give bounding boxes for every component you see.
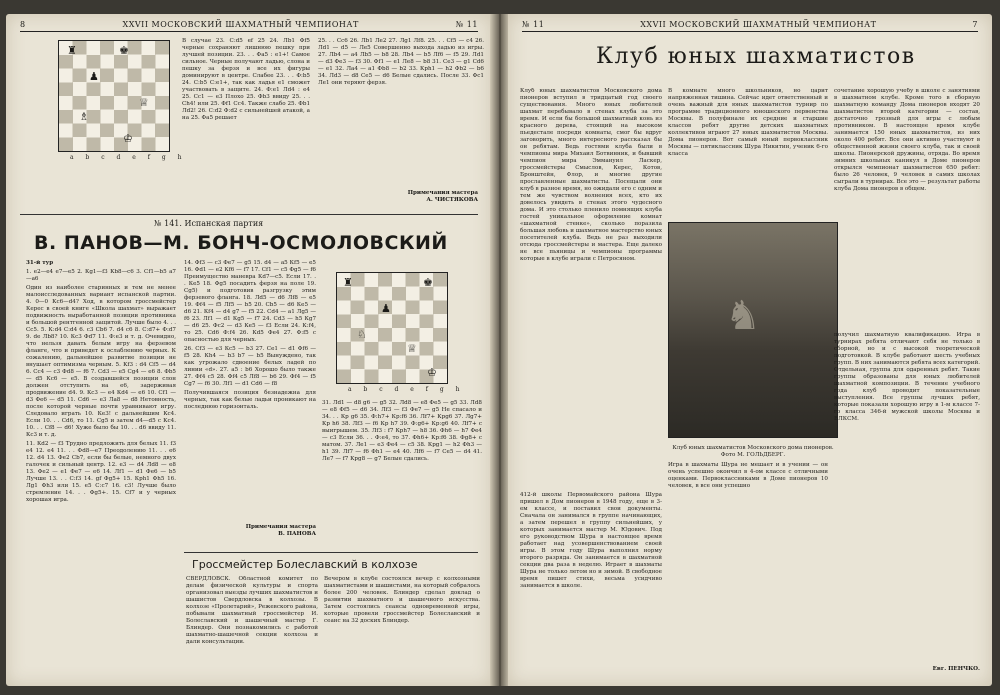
king-white-piece-icon: ♔ (123, 132, 133, 145)
chess-knight-icon: ♞ (725, 293, 761, 339)
chess-diagram-top (58, 40, 170, 152)
game-notes-column-1 (26, 260, 176, 680)
annotator-block-bottom (184, 524, 316, 546)
article-below-column-2 (668, 462, 828, 680)
divider-top (20, 214, 478, 215)
author-signature: Евг. ПЕНЧКО. (932, 666, 980, 672)
king-piece-icon-2: ♚ (423, 276, 433, 289)
pawn-piece-icon-2: ♟ (381, 302, 391, 315)
article-text-1: Клуб юных шахматистов Московского дома пионеров вступил в тридцатый год своего существования. Много юных любителей шахмат перебывало в стенах клуба за это время. И если бы большой шахматный конь из красного дерева, стоящий на высоком пьедестале посреди комнаты, смог бы вдруг заговорить, много интересного рассказал бы он ребятам. Ведь гостями клуба были в чемпионы мира Михаил Ботвинник, и бывший чемпион мира Эммануил Ласкер, гроссмейстеры Смыслов, Керес, Котов, Бронштейн, Флор, и многие другие прославленные шахматисты. Посещали они клуб в разное время, но ожидали его с одним и тем же чувством волнения всех, кто их довелось увидеть в стенах этого чудесного дома. И это столько пленило помнящих клуба гостей уникальное оформление комнат «шахматной стенке», сколько поразила большая любовь и шахматное мастерство юных посетителей клуба. Ведь не раз выходили отсюда гроссмейстеры и мастера. Еще далеко не все пьяницы и чемпионы программы которые в клубе играли с Петросяном. (520, 88, 662, 262)
left-page-number: 8 (20, 20, 26, 29)
king-white-piece-icon-2: ♔ (427, 366, 437, 379)
center-moves-text: 14. Фf3 — c3 Фe7 — g5 15. d4 — a5 Кf5 — e5 16. Фd1 — e2 Кf6 — f7 17. Сf1 — c5 Фg5 — f6 Преимущество маневра Кd7—c5. Если 17. . . Кe5 18. Фg5 посадить ферзя на поле 19. Сg5) и подготовив разгрузку этим ферзевого фланга. 18. Лd5 — d6 Лf8 — e5 19. Фf4 — f5 Лf5 — b5 20. Сb5 — d6 Кe5 — d6 21. Кf4 — d4 g7 — f5 22. Сd4 — a1 Лg5 — f6 23. Лf1 — d1 Кg5 — f7 24. Сd3 — h5 Кg7 — d6 25. Фс2 — d3 Кe5 — f3 Если 24. К:f4, то 25. Сd6 Ф:f4 26. Кd5 Фe4 27. Ф:f5 с опасностью для черных. (184, 260, 316, 343)
article-column-3 (834, 88, 980, 328)
right-page (508, 14, 992, 686)
book-gutter (490, 14, 510, 686)
right-running-title: XXVII МОСКОВСКИЙ ШАХМАТНЫЙ ЧЕМПИОНАТ (640, 20, 877, 29)
annotator-note-bottom: Примечания мастера (245, 524, 316, 530)
notes-text-2: 11. Кd2 — f3 Трудно предложить для белых 11. f3 e4 12. e4 11. . . Фd8—e7 Преодолению 11. . . e6 12. d4 13. Фe2 Сb7, если бы белые, немного двух галочек и сильный центр. 12. e3 — d4 Лd8 — e8 13. Фe2 — e1 Фe7 — e6 14. Лf1 — d1 Фe6 — b5 Лучше 13. . . С:f3 14. gf Фg5+ 15. Крh1 Фh5 16. Лg1 Фh3 или 15. e5 С:c7 16. с3! Лучше было стремление 14. . . Фg5+. 15. Сf7 и у черных хорошая игра. (26, 441, 176, 503)
right-issue: № 11 (522, 20, 545, 29)
club-photo (668, 222, 838, 458)
right-page-number: 7 (972, 20, 978, 29)
board-files-center: a b c d e f g h (348, 386, 465, 393)
kolkhoz-column-2 (324, 576, 480, 680)
bishop-piece-icon: ♗ (79, 110, 89, 123)
analysis-column-1 (182, 38, 310, 216)
kolkhoz-column-1 (186, 576, 318, 680)
article-below-text-1: 412-й школы Первомайского района Шура пришел в Дом пионеров в 1948 году, еще в 3-ем классе, и поставил свои документы. Сначала он занимался в группе начинающих, а затем перешел в группу сильнейших, у которых занимается мастер М. Юдович. Под его руководством Шура в настоящее время работает над усовершенствованием своей игры. В этом году Шура выполнил норму второго разряда. Он занимается в шахматной секции два раза в неделю. Играет в шахматы Шура не только летом но и зимой. В свободное время пишет стихи, весьма усидчиво занимается в школе. (520, 492, 662, 589)
board-files-top: a b c d e f g h (70, 154, 187, 161)
rook-piece-icon-2: ♜ (343, 276, 353, 289)
rook-piece-icon: ♜ (67, 44, 77, 57)
after-diagram-moves (322, 400, 482, 546)
chess-diagram-center (336, 272, 448, 384)
analysis-column-2 (318, 38, 484, 190)
photo-caption: Клуб юных шахматистов Московского дома пионеров. Фото М. ГОЛЬДБЕРГ. (672, 445, 834, 458)
knight-piece-icon: ♘ (357, 328, 367, 341)
article-text-2: В комнате много школьников, но царит напряженная тишина. Сейчас идет ответственный и очень важный для юных шахматистов турнир по программе традиционного юношеского первенства Москвы. В полуфинале их средние и старшие классов ребят другие детских шахматных коллективов играют 27 юных шахматистов Москвы. Дома пионеров. Вот самый юный первоклассник Москвы — пятиклассник Шура Никитин, ученик 6-го класса (668, 88, 828, 157)
annotator-note-top: Примечания мастера (407, 190, 478, 196)
article-text-3: сочетание хорошую учебу в школе с занятиями в шахматном клубе. Кроме того в сборную шахматную команду Дома пионеров входят 20 шахматистов второй категории — состав, достаточно грозный для игры с любым противником. В настоящее время клубе занимается 150 юных шахматистов, из них около 400 ребят. Все они активно участвуют в общественной жизни своего клуба, так и своей школы. Пионерской дружины, отряда. Во время зимних школьных каникул в Доме пионеров открылся чемпионат шахматистов 650 ребят: было 26 человек, 9 человек в самих школах сыграли в турнирах. Все это — результат работы клуба Дома пионеров в общем. (834, 88, 980, 192)
article-below-column-3 (834, 332, 980, 662)
kolkhoz-text-2: Вечером в клубе состоялся вечер с колхозными шахматистами и шашистами, на который собралось более 200 человек. Блиндер сделал доклад о развитии шахматного и шашечного искусства. Затем состоялись сеансы одновременной игры, которые провели гроссмейстер Болеславский и сеанс на 32 доских Блиндер. (324, 576, 480, 624)
article-below-column-1 (520, 492, 662, 680)
pawn-piece-icon: ♟ (89, 70, 99, 83)
queen-piece-icon: ♕ (139, 96, 149, 109)
left-issue: № 11 (455, 20, 478, 29)
left-running-head (20, 20, 478, 32)
final-note-text: Получившаяся позиция безнадежна для черных, так как белые ладьи проникают на последнюю горизонталь. (184, 390, 316, 410)
after-diagram-text: 31. Лd1 — d8 g6 — g5 32. Лd8 — e8 Фe5 — g5 33. Лd8 — e8 Фf5 — d6 34. Лf3 — f3 Фe7 — g5 Не спасало и 34. . . Кр g6 35. Ф:h7+ Кр:f6 36. Лf7+ Кpg6 37. Лg7+ Кр h6 38. Лf3 — f6 Кp h7 39. Ф:g6+ Кр:g6 40. Лf7+ с выигрышем. 35. Лf3 : f7 Кph7 — h8 36. Фh6 — h7 Фe4 — c3 Если 36. . . Ф:e4, то 37. Фh6+ Кр:f6 38. Фg8+ с матом. 37. Ле1 — e3 Фe4 — c5 38. Кpg1 — h2 Фh3 — h1 39. Лf7 — f6 Фh1 — e4 40. Лf6 — f7 Сe5 — d4 41. Лe7 — f7 Кpg8 — g7 Белые сдались. (322, 400, 482, 462)
annotator-block-top (318, 190, 478, 210)
round-label: 31-й тур (26, 260, 54, 266)
king-piece-icon: ♚ (119, 44, 129, 57)
game-moves-center (184, 260, 316, 550)
opening-moves: 1. e2—e4 e7—e5 2. Кg1—f3 Кb8—c6 3. Сf1—b5 a7—a6 (26, 269, 176, 282)
left-page (6, 14, 492, 686)
annotator-name-bottom: В. ПАНОВА (278, 531, 316, 537)
game-players-title: В. ПАНОВ—М. БОНЧ-ОСМОЛОВСКИЙ (34, 232, 448, 254)
article-below-text-2: Игра в шахматы Шура не мешает и в учении — он очень успешно окончил в 4-ом классе с отличными оценками. Первоклассниками в Доме пионеров 10 человек, в все они успешно (668, 462, 828, 489)
divider-bottom (184, 552, 478, 553)
left-running-title: XXVII МОСКОВСКИЙ ШАХМАТНЫЙ ЧЕМПИОНАТ (122, 20, 359, 29)
game-number: № 141. Испанская партия (154, 219, 264, 228)
kolkhoz-text-1: СВЕРДЛОВСК. Областной комитет по делам физической культуры и спорта организовал выезды лучших шахматистов и шашистов Свердловска в колхозы. В колхозе «Пролетарий», Режевского района, побывали шахматный гроссмейстер И. Болеславский и шашечный мастер Г. Блиндер. Они познакомились с работой шахматно-шашечной секции колхоза и дали консультации. (186, 576, 318, 645)
right-running-head (522, 20, 978, 32)
kolkhoz-title: Гроссмейстер Болеславский в колхозе (192, 558, 418, 571)
notes-text-1: Один из наиболее старинных и тем не менее малоисследованных вариант испанской партии. 4. 0—0 Кc6—d4? Ход, в котором гроссмейстер Керес в своей книге «Школа шахмат» выражает подвижность выработанной позиции противника и большой рентгенной защитой. Лучше было 4. . . Сс5. 5. К:d4 С:d4 6. c3 Сb6 7. d4 c6 8. С:d7+ Ф:d7 9. de Лb8? 10. Кc3 Фd7 11. Ф:e3 и т. д. Очевидно, что нельзя давать белым игру на ферзевом фланге, что и приведет к ослаблению черных. К сожалению, дальнейшее развитие позиции не внушает оптимизма черным. 5. Кf3 : d4 Сf5 — d4 6. Сс4 — c3 Фd8 — f6 7. Сd3 — e5 Сg4 — e6 8. Фb5 — d5 Кс6 — e5. В создавшейся позиции слон должен отступить на e6, задерживая продвижение d4. 9. Кс3 — e4 Кd4 — e6 10. Сf1 — d3 Фe6 — d5 11. Сd6 — e3 Лa8 — d8 Нетовность, после которой черные почти уравнивают игру. Следовало играть 10. Кe3! с дальнейшим Кc4. Если 10. . . Сd6, то 11. Сg5 и затем d4—d5 с Кс4. 10. . . Сf8 — d6! Хуже было бы 10. . . d6 ввиду 11. Кс3 и т. д. (26, 285, 176, 438)
article-column-2 (668, 88, 828, 214)
analysis-text-2: 25. . . Сс6 26. Лb1 Ле2 27. Лg1 Лf8. 25. . . Сf5 — с4 26. Лd1 — d5 — Лe5 Совершенно выхода ладью из игры. 27. Лb4 — a4 Лb5 — b8 28. Лb4 — b5 Лf6 — f5 29. Лd1 — d3 Фe3 — f3 30. Фf1 — e1 Ле8 — b8 31. Сe3 — g1 Сd6 — e1 32. Лa4 — a1 Фb8 — b2 33. Крh1 — h2 Фb2 — b6 34. Лd3 — d8 Сe5 — d6 Белые сдались. После 33. Фс1 Ле1 они теряют ферзя. (318, 38, 484, 86)
queen-piece-icon-2: ♕ (407, 342, 417, 355)
annotator-name-top: А. ЧИСТЯКОВА (426, 197, 478, 203)
article-title: Клуб юных шахматистов (596, 44, 916, 69)
article-below-text-3: получил шахматную квалификацию. Игра в турнирах ребята отличают себя не только в сборной, но и с высокой теоретической подготовкой. В клубе работают шесть учебных групп. В них занимаются ребята всех категорий. Отдельная, группа для одаренных ребят. Такие группы образованы для юных любителей шахматной композиции. В течение учебного года клуб проводит показательные выступления. Все группы лучших ребят, которые показали хорошую игру в 1-м классе 7-го класса 346-й мужской школы Москвы и ВЛКСМ. (834, 332, 980, 422)
article-column-1 (520, 88, 662, 488)
center-moves-text-2: 26. Сf3 — e3 Кc5 — b3 27. Сe1 — d1 Фf6 — f5 28. Кh4 — b3 b7 — b5 Вынуждено, так как угрожало сдвоение белых ладей по линии «d». 27. a5 : b6 Хорошо было также 27. Фf4 c5 28. Фf4 c5 Лf8 — b6 29. Фf4 — f5 Сg7 — f6 30. Лf1 — d1 Сd6 — f8 (184, 346, 316, 387)
analysis-text-1: В случае 23. С:d5 ef 25 24. Лb1 Фf5 черные сохраняют лишнюю пешку при лучшей позиции. 23. . . Фa5 : e1+! Самое сильное. Черные получают ладью, слона и пешку за ферзя и все их фигуры доминируют в центре. Слабее 23. . . Ф:b5 24. С:b5 С:e1+, так как ладья e1 сможет участвовать в защите. 24. Ф:e1 Лd4 : e4 25. Сс1 — e3 Плохо 25. Фb3 ввиду 25. . . Сh4! или 25. Фf1 Сс4. Также слабо 25. Фb1 Лd2! 26. С:d2 Ф:d2 с сильнейшей атакой, а на 25. Фа5 решает (182, 38, 310, 121)
